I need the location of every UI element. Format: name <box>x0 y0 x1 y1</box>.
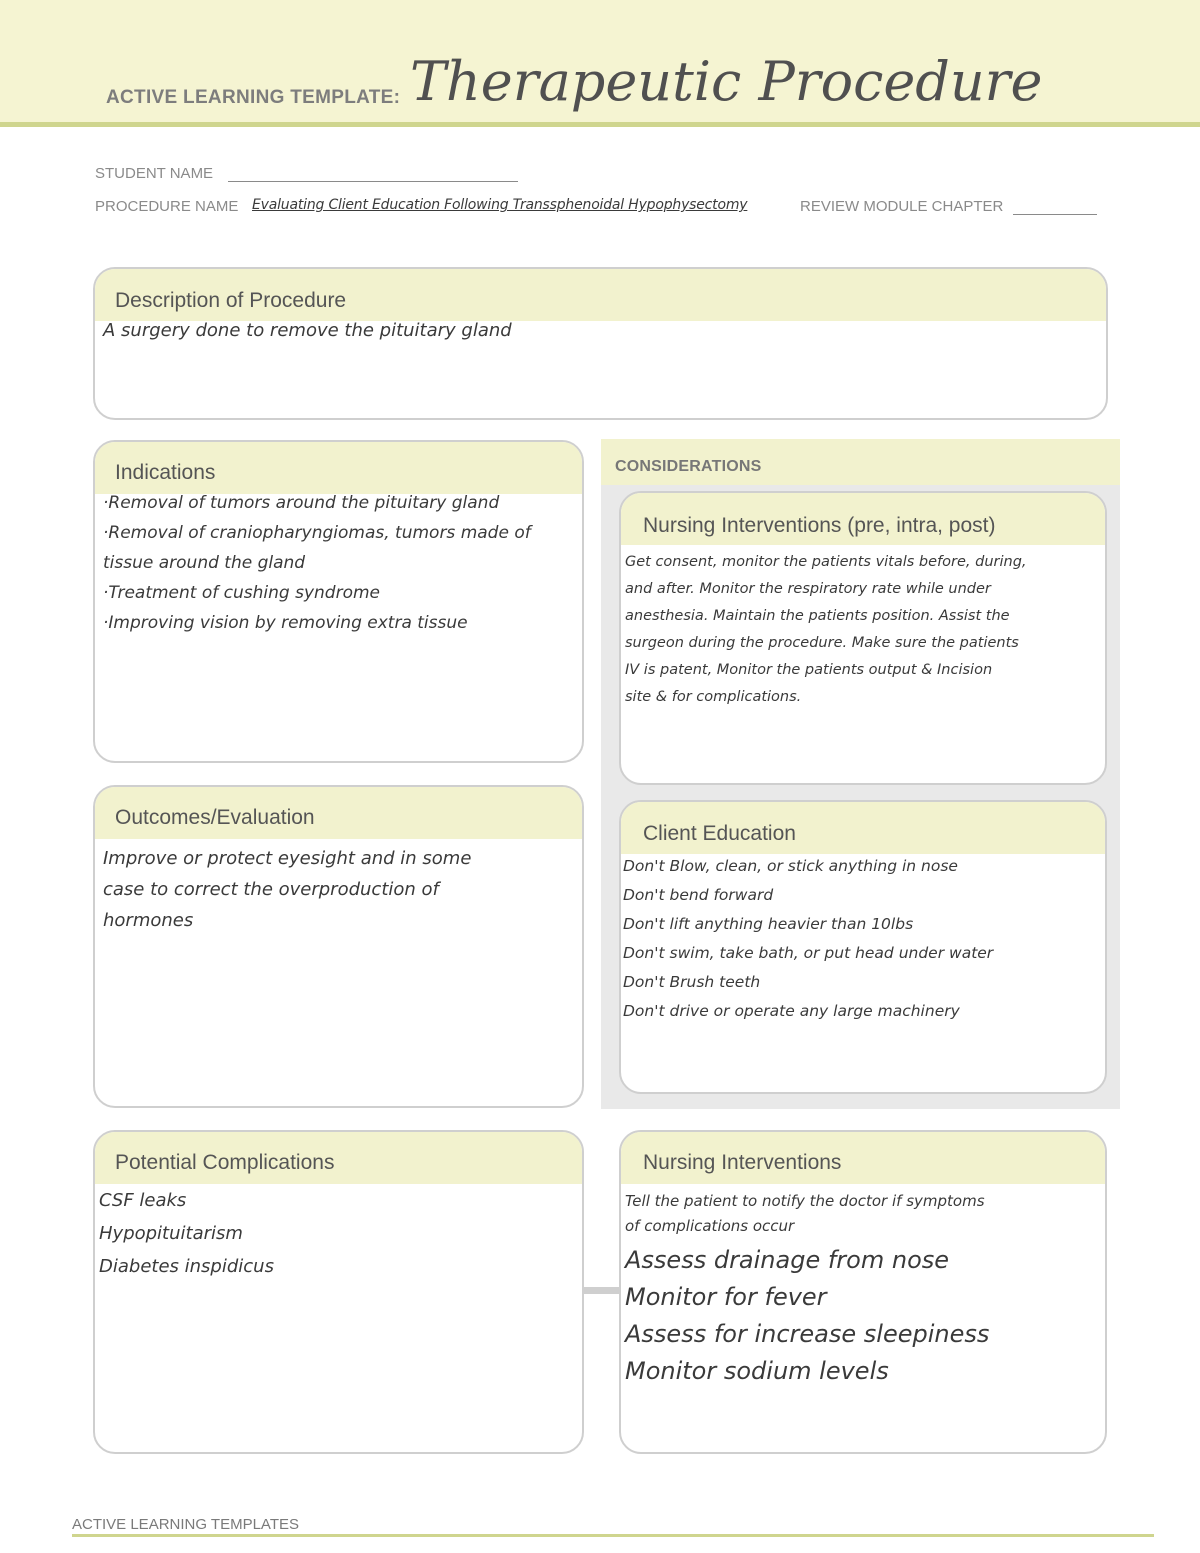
review-module-label: REVIEW MODULE CHAPTER <box>800 198 1004 215</box>
nursing-post-line: Tell the patient to notify the doctor if symptoms <box>625 1192 985 1210</box>
complications-line: CSF leaks <box>99 1190 187 1211</box>
indications-line: ·Removal of craniopharyngiomas, tumors made of <box>103 523 531 543</box>
footer-rule <box>72 1534 1154 1537</box>
client-education-line: Don't lift anything heavier than 10lbs <box>623 915 914 933</box>
nursing-pre-line: surgeon during the procedure. Make sure the patients <box>625 635 1019 651</box>
nursing-post-line: of complications occur <box>625 1217 795 1235</box>
client-education-line: Don't Blow, clean, or stick anything in nose <box>623 857 958 875</box>
template-label: ACTIVE LEARNING TEMPLATE: <box>106 87 401 108</box>
student-name-field[interactable] <box>228 181 518 182</box>
nursing-post-line: Assess drainage from nose <box>625 1246 950 1274</box>
client-education-line: Don't bend forward <box>623 886 774 904</box>
outcomes-text[interactable] <box>103 843 572 936</box>
complications-connector <box>584 1287 620 1294</box>
student-name-label: STUDENT NAME <box>95 165 214 182</box>
potential-complications-box <box>93 1130 584 1454</box>
nursing-interventions-pre-box <box>619 491 1107 785</box>
nursing-pre-text[interactable] <box>625 549 1095 711</box>
client-education-line: Don't Brush teeth <box>623 973 761 991</box>
header-rule <box>0 122 1200 127</box>
indications-title: Indications <box>115 461 216 484</box>
indications-box <box>93 440 584 763</box>
nursing-post-line: Assess for increase sleepiness <box>625 1320 990 1348</box>
indications-line: tissue around the gland <box>103 553 306 573</box>
indications-line: ·Treatment of cushing syndrome <box>103 583 380 603</box>
nursing-pre-line: site & for complications. <box>625 689 802 705</box>
nursing-pre-title: Nursing Interventions (pre, intra, post) <box>643 514 996 537</box>
description-title: Description of Procedure <box>115 289 347 312</box>
nursing-post-text-large[interactable] <box>625 1242 1095 1390</box>
indications-line: ·Removal of tumors around the pituitary gland <box>103 493 500 513</box>
nursing-pre-line: IV is patent, Monitor the patients output & Incision <box>625 662 993 678</box>
footer-label: ACTIVE LEARNING TEMPLATES <box>72 1516 299 1533</box>
outcomes-line: case to correct the overproduction of <box>103 879 439 900</box>
nursing-post-line: Monitor for fever <box>625 1283 827 1311</box>
description-box <box>93 267 1108 420</box>
client-education-line: Don't swim, take bath, or put head under water <box>623 944 994 962</box>
client-education-title: Client Education <box>643 822 796 845</box>
nursing-pre-line: and after. Monitor the respiratory rate while under <box>625 581 991 597</box>
complications-line: Diabetes inspidicus <box>99 1256 274 1277</box>
nursing-post-title: Nursing Interventions <box>643 1151 842 1174</box>
nursing-post-line: Monitor sodium levels <box>625 1357 889 1385</box>
complications-title: Potential Complications <box>115 1151 335 1174</box>
indications-text[interactable] <box>103 488 572 638</box>
indications-line: ·Improving vision by removing extra tissue <box>103 613 468 633</box>
nursing-pre-line: Get consent, monitor the patients vitals before, during, <box>625 554 1027 570</box>
considerations-title: CONSIDERATIONS <box>615 458 762 475</box>
nursing-interventions-box <box>619 1130 1107 1454</box>
complications-text[interactable] <box>99 1184 572 1283</box>
procedure-name-label: PROCEDURE NAME <box>95 198 239 215</box>
procedure-name-field[interactable]: Evaluating Client Education Following Transsphenoidal Hypophysectomy <box>252 197 748 213</box>
complications-line: Hypopituitarism <box>99 1223 243 1244</box>
nursing-post-text-small[interactable] <box>625 1189 1095 1239</box>
description-text[interactable]: A surgery done to remove the pituitary gland <box>103 320 512 341</box>
outcomes-title: Outcomes/Evaluation <box>115 806 315 829</box>
outcomes-box <box>93 785 584 1108</box>
review-module-field[interactable] <box>1013 214 1097 215</box>
outcomes-line: Improve or protect eyesight and in some <box>103 848 472 869</box>
outcomes-line: hormones <box>103 910 194 931</box>
nursing-pre-line: anesthesia. Maintain the patients position. Assist the <box>625 608 1010 624</box>
client-education-box <box>619 800 1107 1094</box>
client-education-line: Don't drive or operate any large machinery <box>623 1002 960 1020</box>
page-title: Therapeutic Procedure <box>410 50 1043 113</box>
client-education-text[interactable] <box>623 852 1095 1026</box>
